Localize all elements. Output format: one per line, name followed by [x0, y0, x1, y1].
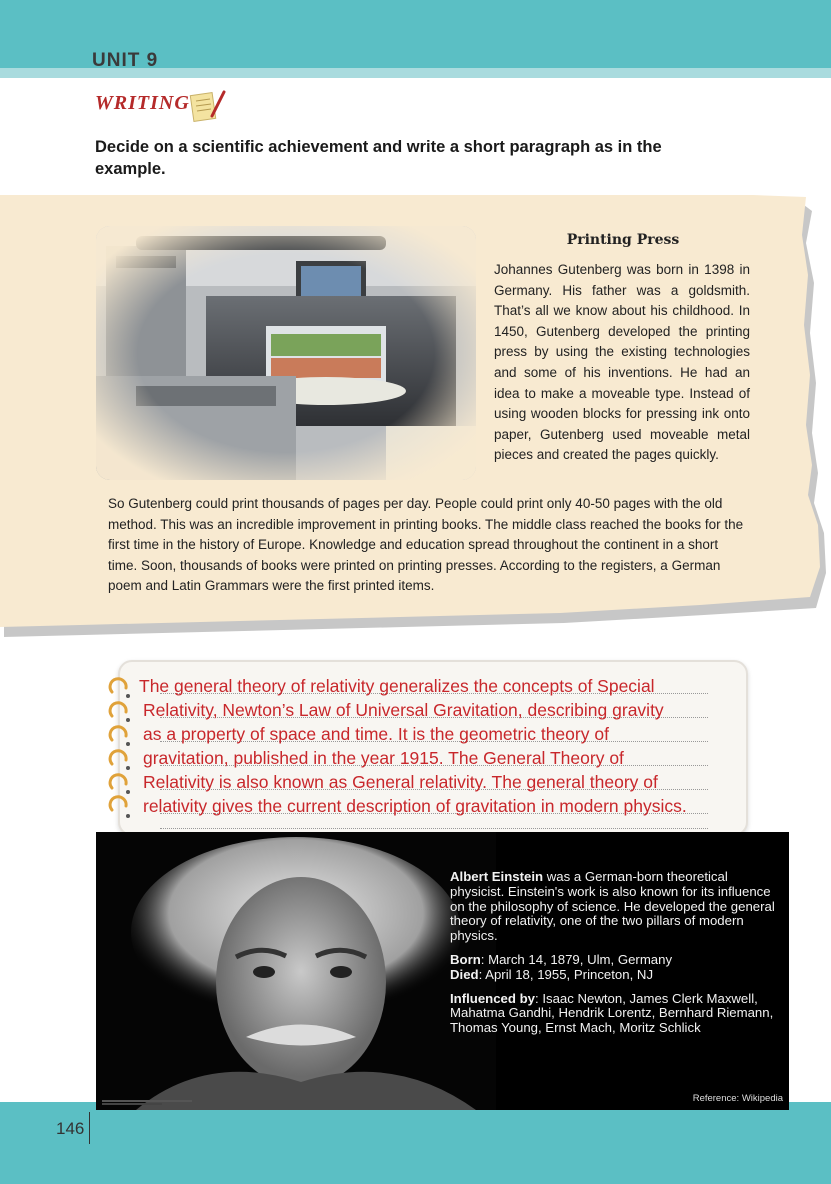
died-value: : April 18, 1955, Princeton, NJ	[478, 966, 654, 982]
born-label: Born	[450, 951, 481, 967]
einstein-portrait-photo	[96, 832, 496, 1110]
note-line-3: as a property of space and time. It is the geometric theory of	[143, 724, 609, 744]
printing-press-column-text: Johannes Gutenberg was born in 1398 in Germany. His father was a goldsmith. That’s all we know about his childhood. In 1450, Gutenberg developed the printing press by using the existing technologies and some of his inventions. He had an idea to make a moveable type. Instead of using wooden blocks for pressing ink onto paper, Gutenberg used moveable metal pieces and created the pages quickly.	[494, 262, 750, 463]
einstein-info-panel	[96, 832, 789, 1110]
einstein-bio: was a German-born theoretical physicist. Einstein's work is also known for its influence on the philosophy of science. He developed the general theory of relativity, one of the two pillars of modern physics.	[450, 869, 775, 944]
writing-instruction: Decide on a scientific achievement and write a short paragraph as in the example.	[95, 138, 662, 178]
printing-press-full-text: So Gutenberg could print thousands of pages per day. People could print only 40-50 pages with the old method. This was an incredible improvement in printing books. The middle class reached the books for the first time in the history of Europe. Knowledge and education spread throughout the continent in a short time. Soon, thousands of books were printed on printing presses. According to the registers, a German poem and Latin Grammars were the first printed items.	[108, 496, 744, 594]
notepad-pencil-icon	[188, 88, 228, 124]
unit-label: UNIT 9	[92, 50, 159, 71]
note-line-1: The general theory of relativity generalizes the concepts of Special	[139, 676, 655, 696]
photo-credit-mark	[102, 1098, 212, 1106]
reference-note: Reference: Wikipedia	[692, 1093, 783, 1104]
einstein-name: Albert Einstein	[450, 869, 544, 884]
einstein-description	[450, 870, 785, 1045]
printing-press-photo	[96, 226, 476, 480]
note-line-4: gravitation, published in the year 1915. The General Theory of	[143, 748, 624, 768]
page-number: 146	[56, 1119, 85, 1138]
note-line-2: Relativity, Newton’s Law of Universal Gravitation, describing gravity	[143, 700, 664, 720]
note-line-5: Relativity is also known as General relativity. The general theory of	[143, 772, 658, 792]
spiral-binding-icon	[106, 676, 136, 826]
page-number-divider	[89, 1112, 90, 1144]
bottom-color-band	[0, 1102, 831, 1184]
influenced-value: : Isaac Newton, James Clerk Maxwell, Mahatma Gandhi, Hendrik Lorentz, Bernhard Riemann, Thomas Young, Ernst Mach, Moritz Schlick	[450, 990, 774, 1036]
born-value: : March 14, 1879, Ulm, Germany	[480, 951, 673, 967]
printing-press-title: Printing Press	[566, 232, 680, 248]
died-label: Died	[450, 966, 479, 982]
relativity-note-text	[139, 674, 749, 818]
note-line-6: relativity gives the current description of gravitation in modern physics.	[143, 796, 687, 816]
influenced-label: Influenced by	[450, 990, 535, 1006]
section-heading: WRITING	[95, 92, 190, 114]
